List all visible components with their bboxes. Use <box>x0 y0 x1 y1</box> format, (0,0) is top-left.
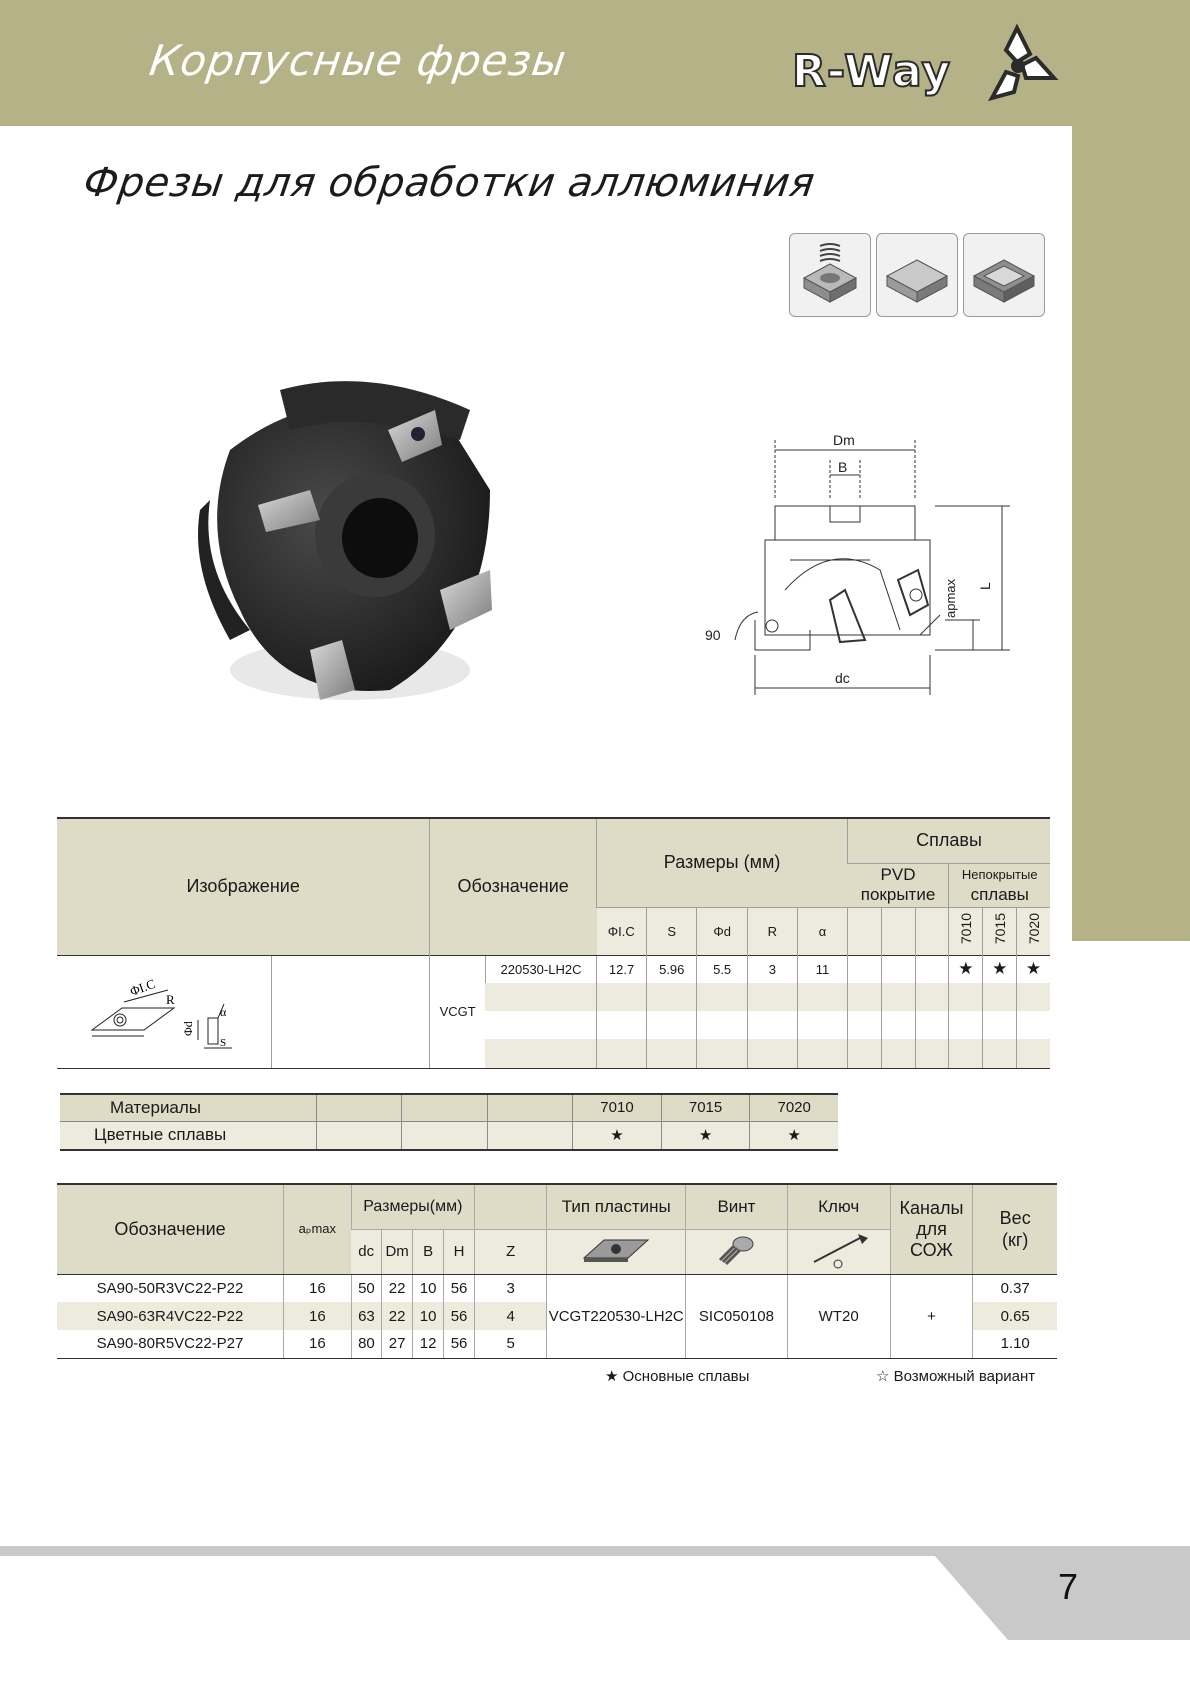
pvd-line1: PVD <box>880 865 916 884</box>
row-apmax: 16 <box>283 1302 351 1330</box>
pvd-mark-3 <box>915 955 949 983</box>
materials-label: Материалы <box>60 1094 316 1121</box>
legend-optional-text: Возможный вариант <box>893 1368 1036 1385</box>
row-weight: 0.37 <box>973 1274 1057 1302</box>
row-z: 5 <box>475 1330 547 1358</box>
col-coolant <box>890 1184 973 1274</box>
col-dimensions: Размеры(мм) <box>351 1184 474 1229</box>
face-milling-icon <box>876 233 958 317</box>
sketch-r-label: R <box>165 991 175 1007</box>
row-apmax: 16 <box>283 1274 351 1302</box>
insert-table <box>57 817 1050 1069</box>
value-s: 5.96 <box>647 955 697 983</box>
insert-code: 220530-LH2C <box>485 955 596 983</box>
insert-prefix: VCGT <box>430 955 486 1068</box>
col-designation-header: Обозначение <box>430 818 597 955</box>
coolant-line3: СОЖ <box>910 1239 953 1260</box>
pvd-mark-1 <box>848 955 882 983</box>
row-apmax: 16 <box>283 1330 351 1358</box>
nonferrous-mark-7020: ★ <box>750 1121 838 1150</box>
nonferrous-mark-7015: ★ <box>661 1121 750 1150</box>
col-dc: dc <box>351 1229 381 1274</box>
pvd-mark-2 <box>881 955 915 983</box>
row-dm: 22 <box>382 1302 413 1330</box>
insert-sketch <box>84 970 244 1050</box>
section-title: Фрезы для обработки аллюминия <box>80 160 818 206</box>
col-h: H <box>444 1229 475 1274</box>
value-ic: 12.7 <box>597 955 647 983</box>
col-pvd-header <box>848 863 949 907</box>
nonferrous-label: Цветные сплавы <box>60 1121 316 1150</box>
pvd-empty-2 <box>881 907 915 955</box>
materials-grade-7010: 7010 <box>573 1094 662 1121</box>
grade-7015-mark: ★ <box>983 955 1017 983</box>
weight-line2: (кг) <box>1001 1230 1029 1251</box>
milling-cutter-image <box>170 370 530 750</box>
pvd-line2: покрытие <box>860 885 936 904</box>
row-h: 56 <box>444 1330 475 1358</box>
row-h: 56 <box>444 1274 475 1302</box>
row-dc: 50 <box>351 1274 381 1302</box>
empty-image-cell <box>271 955 429 1068</box>
col-image-header: Изображение <box>57 818 430 955</box>
screw-icon <box>711 1232 761 1268</box>
col-weight <box>973 1184 1057 1274</box>
row-dm: 22 <box>382 1274 413 1302</box>
dim-r-header: R <box>747 907 797 955</box>
insert-icon <box>576 1232 656 1268</box>
dim-ic-header: ΦI.C <box>597 907 647 955</box>
value-d: 5.5 <box>697 955 747 983</box>
row-weight: 0.65 <box>973 1302 1057 1330</box>
dim-d-header: Φd <box>697 907 747 955</box>
insert-image-cell <box>547 1229 686 1274</box>
insert-value: VCGT220530-LH2C <box>547 1274 686 1358</box>
sketch-d-label: Φd <box>180 1020 195 1036</box>
value-r: 3 <box>747 955 797 983</box>
logo-text: R-Way <box>792 46 952 97</box>
nonferrous-mark-7010: ★ <box>573 1121 662 1150</box>
row-dm: 27 <box>382 1330 413 1358</box>
row-b: 10 <box>413 1274 444 1302</box>
shoulder-milling-icon <box>789 233 871 317</box>
col-dm: Dm <box>382 1229 413 1274</box>
col-key: Ключ <box>787 1184 890 1229</box>
row-dc: 63 <box>351 1302 381 1330</box>
pvd-empty-1 <box>848 907 882 955</box>
materials-grade-7015: 7015 <box>661 1094 750 1121</box>
table-row <box>57 1274 1057 1302</box>
legend-optional-symbol: ☆ <box>876 1368 890 1385</box>
drawing-angle-label: 90 <box>705 627 721 643</box>
value-alpha: 11 <box>797 955 847 983</box>
row-h: 56 <box>444 1302 475 1330</box>
key-image-cell <box>787 1229 890 1274</box>
col-uncoated-header <box>949 863 1050 907</box>
grade-7010-header: 7010 <box>949 907 983 955</box>
grade-7020-header: 7020 <box>1017 907 1050 955</box>
drawing-l-label: L <box>977 582 993 590</box>
pocket-milling-icon <box>963 233 1045 317</box>
legend-main <box>605 1367 749 1385</box>
row-designation: SA90-50R3VC22-P22 <box>96 1279 244 1297</box>
col-b: B <box>413 1229 444 1274</box>
technical-drawing <box>690 430 1030 700</box>
col-dimensions-header: Размеры (мм) <box>597 818 848 907</box>
grade-7020-mark: ★ <box>1017 955 1050 983</box>
row-z: 4 <box>475 1302 547 1330</box>
dim-s-header: S <box>647 907 697 955</box>
uncoated-line1: Непокрытые <box>961 867 1038 882</box>
weight-line1: Вес <box>999 1208 1031 1229</box>
coolant-line1: Каналы <box>899 1197 964 1218</box>
col-z: Z <box>475 1229 547 1274</box>
dim-alpha-header: α <box>797 907 847 955</box>
drawing-apmax-label: apmax <box>943 578 958 618</box>
screw-value: SIC050108 <box>686 1274 788 1358</box>
drawing-dc-label: dc <box>835 670 850 686</box>
materials-table <box>60 1093 838 1151</box>
sketch-alpha-label: α <box>219 1004 227 1019</box>
col-alloys-header: Сплавы <box>848 818 1050 863</box>
materials-grade-7020: 7020 <box>750 1094 838 1121</box>
triskelion-logo-icon <box>972 20 1062 110</box>
row-z: 3 <box>475 1274 547 1302</box>
page-number: 7 <box>1058 1566 1079 1607</box>
row-b: 12 <box>413 1330 444 1358</box>
grade-7015-header: 7015 <box>983 907 1017 955</box>
col-designation: Обозначение <box>57 1184 283 1274</box>
row-b: 10 <box>413 1302 444 1330</box>
legend-main-text: Основные сплавы <box>622 1368 750 1385</box>
key-icon <box>804 1230 874 1270</box>
cutter-table <box>57 1183 1057 1359</box>
col-apmax: aₚmax <box>283 1184 351 1274</box>
row-designation: SA90-80R5VC22-P27 <box>57 1330 283 1358</box>
insert-sketch-cell <box>57 955 271 1068</box>
drawing-b-label: B <box>838 459 848 475</box>
legend-optional <box>876 1367 1035 1385</box>
logo <box>792 20 1062 110</box>
sketch-ic-label: ΦI.C <box>127 975 158 999</box>
sketch-s-label: S <box>219 1036 227 1049</box>
row-dc: 80 <box>351 1330 381 1358</box>
col-screw: Винт <box>686 1184 788 1229</box>
pvd-empty-3 <box>915 907 949 955</box>
screw-image-cell <box>686 1229 788 1274</box>
side-band <box>1072 126 1190 941</box>
uncoated-line2: сплавы <box>970 885 1029 904</box>
col-insert-type: Тип пластины <box>547 1184 686 1229</box>
coolant-value: + <box>890 1274 973 1358</box>
coolant-line2: для <box>916 1218 947 1239</box>
legend-main-symbol: ★ <box>605 1368 619 1385</box>
row-designation: SA90-63R4VC22-P22 <box>96 1307 244 1325</box>
grade-7010-mark: ★ <box>949 955 983 983</box>
row-weight: 1.10 <box>973 1330 1057 1358</box>
header-title: Корпусные фрезы <box>146 36 570 85</box>
key-value: WT20 <box>787 1274 890 1358</box>
drawing-dm-label: Dm <box>833 432 855 448</box>
